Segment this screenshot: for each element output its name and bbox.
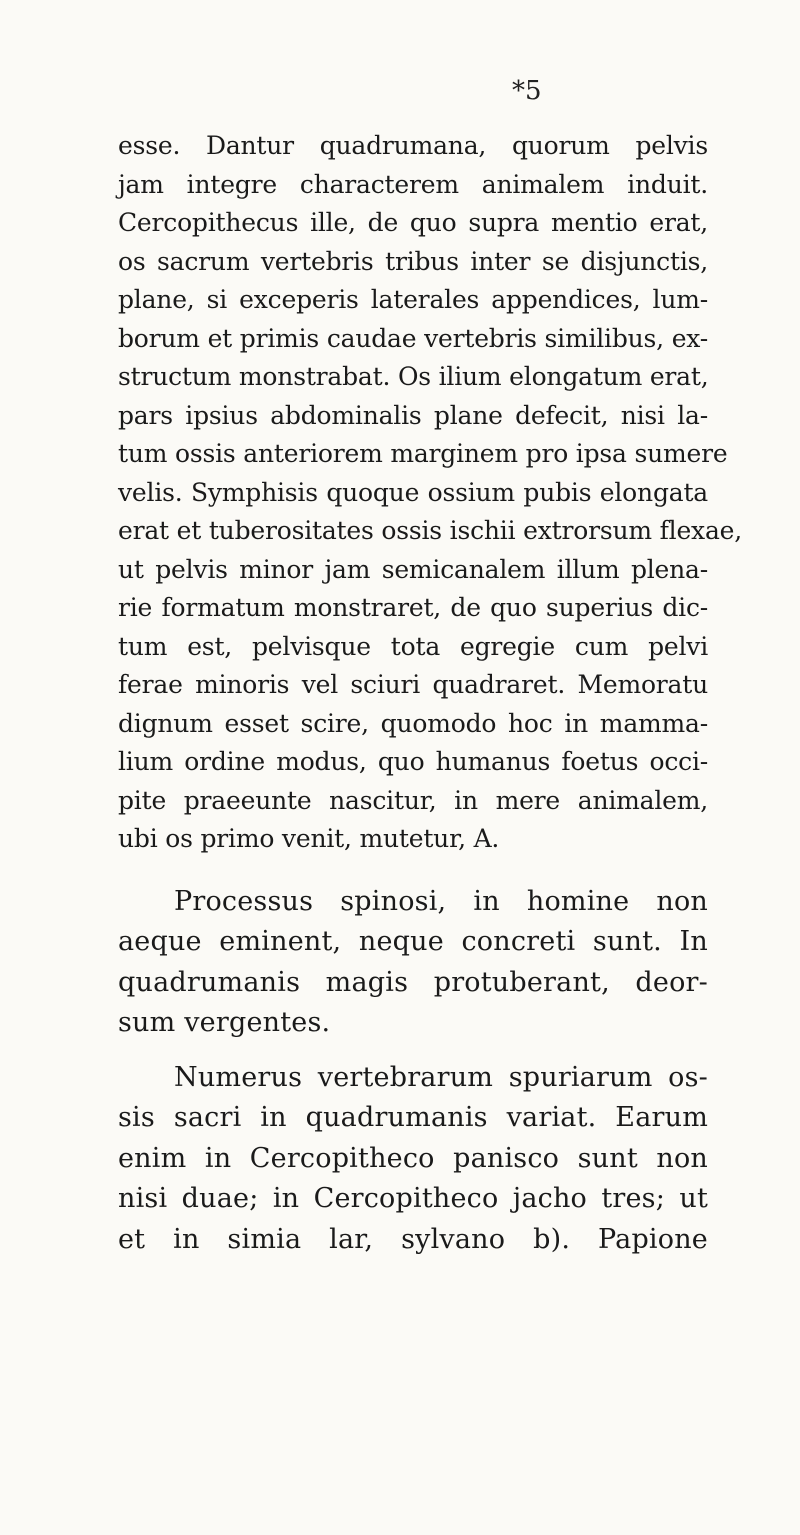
text-line: tum est, pelvisque tota egregie cum pelvi [118, 631, 708, 661]
text-line: dignum esset scire, quomodo hoc in mamma- [118, 708, 708, 738]
text-line: rie formatum monstraret, de quo superius dic- [118, 593, 708, 622]
body-text [118, 127, 742, 1260]
text-line: borum et primis caudae vertebris similibus, ex- [118, 323, 708, 353]
text-line: erat et tuberositates ossis ischii extrorsum flexae, [118, 516, 742, 545]
text-line: jam integre characterem animalem induit. [118, 169, 708, 199]
text-line: enim in Cercopitheco panisco sunt non [118, 1142, 708, 1174]
text-line: ubi os primo venit, mutetur, A. [118, 824, 500, 853]
text-line: quadrumanis magis protuberant, deor- [118, 966, 708, 998]
text-line: lium ordine modus, quo humanus foetus occi- [118, 747, 708, 776]
text-line: et in simia lar, sylvano b). Papione [118, 1223, 708, 1255]
text-line: velis. Symphisis quoque ossium pubis elongata [118, 477, 708, 507]
text-line: sum vergentes. [118, 1007, 331, 1038]
page-number: *5 [512, 76, 542, 106]
text-line: ferae minoris vel sciuri quadraret. Memoratu [118, 670, 708, 699]
text-line: Processus spinosi, in homine non [174, 885, 708, 917]
text-line: Cercopithecus ille, de quo supra mentio erat, [118, 208, 708, 237]
text-line: aeque eminent, neque concreti sunt. In [118, 926, 708, 957]
text-line: os sacrum vertebris tribus inter se disjunctis, [118, 246, 708, 276]
text-line: pars ipsius abdominalis plane defecit, nisi la- [118, 400, 708, 430]
text-line: nisi duae; in Cercopitheco jacho tres; ut [118, 1183, 708, 1214]
text-line: sis sacri in quadrumanis variat. Earum [118, 1102, 708, 1133]
paragraph-2 [118, 882, 708, 1044]
text-line: structum monstrabat. Os ilium elongatum erat, [118, 362, 709, 391]
text-line: tum ossis anteriorem marginem pro ipsa sumere [118, 439, 728, 468]
text-line: pite praeeunte nascitur, in mere animalem, [118, 785, 708, 815]
paragraph-1 [118, 127, 742, 859]
text-line: ut pelvis minor jam semicanalem illum plena- [118, 554, 708, 584]
text-line: Numerus vertebrarum spuriarum os- [174, 1061, 708, 1093]
paragraph-3 [118, 1058, 708, 1261]
text-line: esse. Dantur quadrumana, quorum pelvis [118, 131, 708, 160]
text-line: plane, si exceperis laterales appendices, lum- [118, 285, 708, 314]
